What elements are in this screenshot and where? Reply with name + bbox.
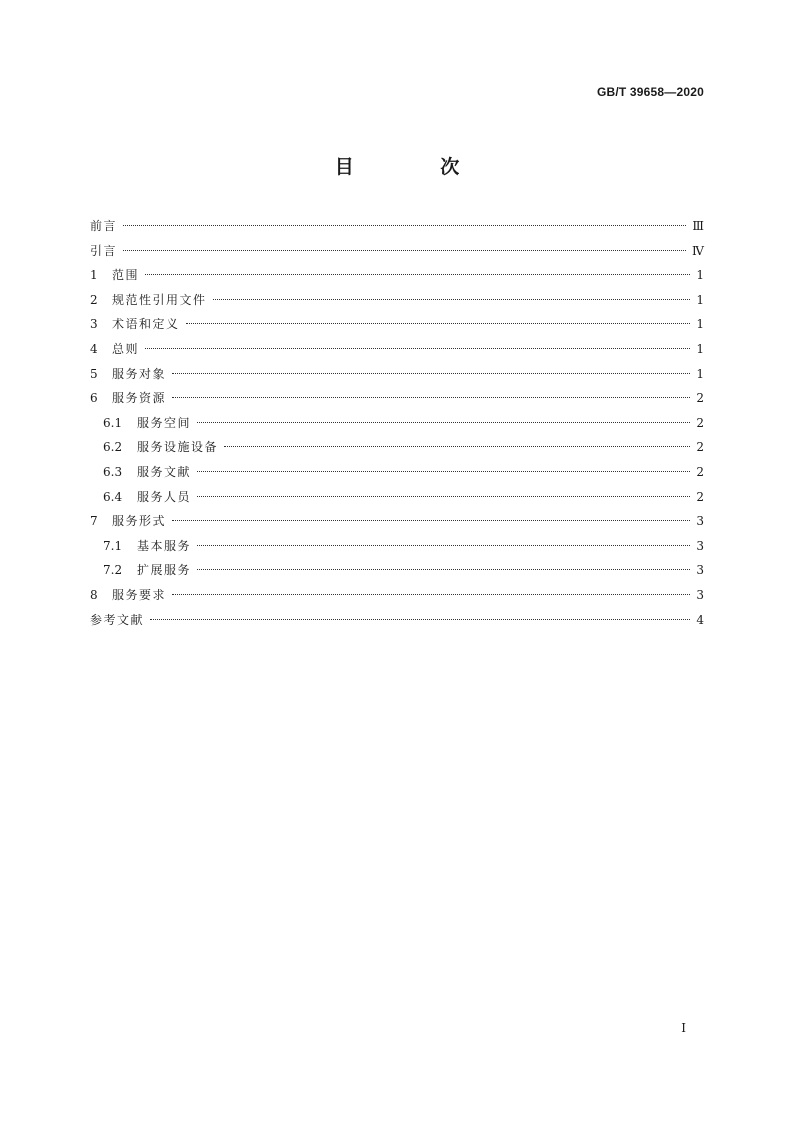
- toc-entry-label: 服务空间: [137, 415, 192, 430]
- dot-leader: [172, 397, 690, 398]
- toc-entry-service-personnel[interactable]: [90, 487, 704, 512]
- toc-entry-number: 1: [90, 268, 98, 283]
- toc-entry-page: 1: [696, 268, 704, 283]
- toc-entry-label: 服务设施设备: [137, 440, 219, 455]
- toc-entry-page: 3: [696, 538, 704, 553]
- toc-entry-scope[interactable]: [90, 265, 704, 290]
- toc-entry-number: 6.1: [103, 415, 123, 430]
- toc-entry-number: 7.2: [103, 563, 123, 578]
- dot-leader: [213, 299, 690, 300]
- dot-leader: [197, 569, 690, 570]
- toc-entry-general[interactable]: [90, 339, 704, 364]
- toc-entry-label: 服务资源: [112, 391, 167, 406]
- toc-entry-number: 7: [90, 514, 98, 529]
- toc-entry-page: 1: [696, 341, 704, 356]
- toc-entry-page: 2: [696, 415, 704, 430]
- toc-entry-label: 参考文献: [90, 612, 145, 627]
- toc-entry-page: 4: [696, 612, 704, 627]
- toc-entry-service-resources[interactable]: [90, 388, 704, 413]
- toc-entry-page: 2: [696, 464, 704, 479]
- dot-leader: [145, 274, 690, 275]
- toc-entry-terms-definitions[interactable]: [90, 314, 704, 339]
- toc-entry-label: 服务人员: [137, 489, 192, 504]
- toc-entry-number: 7.1: [103, 538, 123, 553]
- toc-entry-label: 前言: [90, 219, 118, 233]
- toc-entry-label: 基本服务: [137, 538, 192, 553]
- toc-entry-extended-services[interactable]: [90, 560, 704, 585]
- dot-leader: [186, 323, 690, 324]
- dot-leader: [123, 225, 686, 226]
- toc-entry-number: 4: [90, 341, 98, 356]
- toc-entry-service-literature[interactable]: [90, 462, 704, 487]
- toc-entry-label: 总则: [112, 341, 140, 356]
- dot-leader: [197, 496, 690, 497]
- toc-entry-page: 1: [696, 366, 704, 381]
- toc-entry-label: 规范性引用文件: [112, 292, 207, 307]
- toc-entry-page: 3: [696, 514, 704, 529]
- toc-entry-page: 3: [696, 563, 704, 578]
- toc-entry-label: 服务要求: [112, 587, 167, 602]
- standard-number: GB/T 39658—2020: [596, 85, 704, 99]
- toc-entry-label: 服务文献: [137, 464, 192, 479]
- table-of-contents: [90, 216, 704, 634]
- page-title: 目 次: [334, 156, 500, 178]
- toc-entry-bibliography[interactable]: [90, 610, 704, 635]
- toc-entry-normative-references[interactable]: [90, 290, 704, 315]
- toc-entry-page: Ⅳ: [692, 243, 704, 258]
- toc-entry-preface[interactable]: [90, 216, 704, 241]
- dot-leader: [150, 619, 690, 620]
- toc-entry-number: 2: [90, 292, 98, 307]
- toc-entry-basic-services[interactable]: [90, 536, 704, 561]
- toc-entry-page: 2: [696, 391, 704, 406]
- dot-leader: [224, 446, 690, 447]
- toc-entry-service-facilities[interactable]: [90, 437, 704, 462]
- toc-entry-page: Ⅲ: [692, 219, 704, 233]
- toc-entry-introduction[interactable]: [90, 241, 704, 266]
- dot-leader: [197, 422, 690, 423]
- dot-leader: [172, 373, 690, 374]
- dot-leader: [145, 348, 690, 349]
- toc-entry-label: 范围: [112, 268, 140, 283]
- toc-entry-page: 2: [696, 489, 704, 504]
- toc-entry-number: 6.2: [103, 440, 123, 455]
- toc-entry-page: 1: [696, 292, 704, 307]
- toc-entry-number: 6: [90, 391, 98, 406]
- toc-entry-number: 6.3: [103, 464, 123, 479]
- dot-leader: [197, 471, 690, 472]
- toc-entry-number: 5: [90, 366, 98, 381]
- dot-leader: [172, 520, 690, 521]
- toc-entry-label: 术语和定义: [112, 317, 180, 332]
- toc-entry-service-forms[interactable]: [90, 511, 704, 536]
- toc-entry-label: 服务形式: [112, 514, 167, 529]
- toc-entry-page: 1: [696, 317, 704, 332]
- page-folio: I: [681, 1021, 686, 1035]
- dot-leader: [172, 594, 690, 595]
- toc-entry-service-requirements[interactable]: [90, 585, 704, 610]
- toc-entry-number: 6.4: [103, 489, 123, 504]
- toc-entry-service-objects[interactable]: [90, 364, 704, 389]
- dot-leader: [197, 545, 690, 546]
- toc-entry-page: 3: [696, 587, 704, 602]
- toc-entry-page: 2: [696, 440, 704, 455]
- dot-leader: [123, 250, 686, 251]
- toc-entry-label: 服务对象: [112, 366, 167, 381]
- toc-entry-number: 8: [90, 587, 98, 602]
- toc-entry-label: 引言: [90, 243, 118, 258]
- toc-entry-service-space[interactable]: [90, 413, 704, 438]
- toc-entry-number: 3: [90, 317, 98, 332]
- toc-entry-label: 扩展服务: [137, 563, 192, 578]
